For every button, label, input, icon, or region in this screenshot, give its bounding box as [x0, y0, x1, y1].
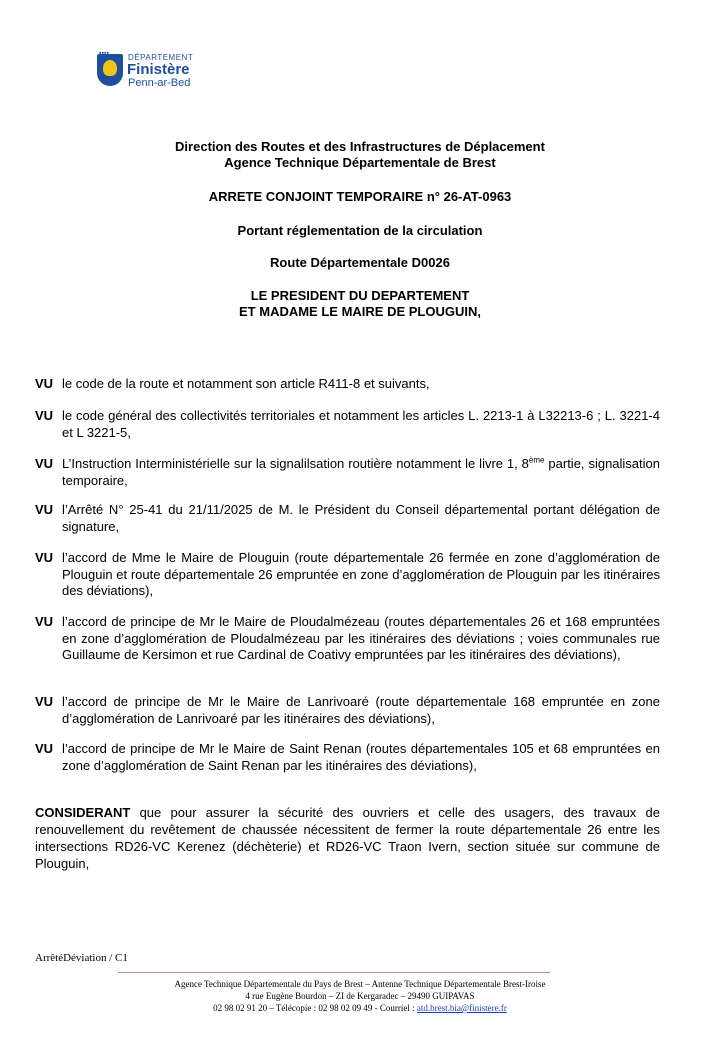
vu-text: l’Arrêté N° 25-41 du 21/11/2025 de M. le Président du Conseil départemental portant délégation de signature,	[62, 502, 660, 534]
vu-label: VU	[35, 376, 54, 391]
vu-label: VU	[35, 694, 54, 709]
considerant-label: CONSIDERANT	[35, 805, 131, 820]
header-maire: ET MADAME LE MAIRE DE PLOUGUIN,	[239, 304, 481, 319]
vu-item	[35, 550, 660, 600]
footer-email-link[interactable]: atd.brest.bia@finistere.fr	[416, 1003, 507, 1013]
vu-text: le code de la route et notamment son article R411-8 et suivants,	[62, 376, 430, 391]
vu-text-rest: partie, signalisation temporaire,	[62, 456, 660, 488]
footer-phone-text: 02 98 02 91 20 – Télécopie : 02 98 02 09 49 - Courriel :	[213, 1003, 417, 1013]
header-president: LE PRESIDENT DU DEPARTEMENT	[250, 288, 470, 303]
vu-label: VU	[35, 741, 54, 756]
considerant-paragraph	[35, 804, 660, 872]
header-agence: Agence Technique Départementale de Brest	[224, 155, 496, 170]
footer-line-2: 4 rue Eugène Bourdon – ZI de Kergaradec – 29490 GUIPAVAS	[245, 991, 475, 1001]
finistere-shield-icon	[97, 54, 123, 86]
arrete-title: ARRETE CONJOINT TEMPORAIRE n° 26-AT-0963	[208, 189, 512, 204]
vu-item	[35, 376, 660, 393]
vu-label: VU	[35, 502, 54, 517]
vu-label: VU	[35, 614, 54, 629]
footer-line-3	[0, 1003, 720, 1015]
footer-reference: ArrêtéDéviation / C1	[35, 952, 128, 964]
vu-item	[35, 456, 660, 489]
vu-label: VU	[35, 550, 54, 565]
vu-text-group	[62, 456, 660, 489]
vu-text: l’accord de principe de Mr le Maire de Ploudalmézeau (routes départementales 26 et 168 empruntées en zone d’agglomération de Ploudalmézeau par les itinéraires des déviations ; voies communales rue Guillaume de Kersimon et rue Cardinal de Coativy empruntées par les itinéraires des déviations),	[62, 614, 660, 662]
header-direction: Direction des Routes et des Infrastructures de Déplacement	[175, 139, 545, 154]
logo-departement: DÉPARTEMENT	[128, 53, 194, 62]
vu-text-sup: ème	[528, 455, 545, 465]
considerant-text: que pour assurer la sécurité des ouvriers et celle des usagers, des travaux de renouvellement du revêtement de chaussée nécessitent de fermer la route départementale 26 entre les intersections RD26-VC Kerenez (déchèterie) et RD26-VC Traon Ivern, section située sur commune de Plouguin,	[35, 805, 660, 871]
vu-item	[35, 614, 660, 664]
vu-label: VU	[35, 456, 54, 471]
vu-text: l’accord de principe de Mr le Maire de Saint Renan (routes départementales 105 et 68 empruntées en zone d’agglomération de Saint Renan par les itinéraires des déviations),	[62, 741, 660, 773]
vu-item	[35, 408, 660, 441]
arrete-route: Route Départementale D0026	[270, 255, 450, 270]
logo-name: Finistère	[127, 61, 190, 78]
vu-text: l’accord de principe de Mr le Maire de Lanrivoaré (route départementale 168 empruntée en zone d’agglomération de Lanrivoaré par les itinéraires des déviations),	[62, 694, 660, 726]
vu-text: le code général des collectivités territoriales et notamment les articles L. 2213-1 à L32213-6 ; L. 3221-4 et L 3221-5,	[62, 408, 660, 440]
vu-item	[35, 741, 660, 774]
logo-sub: Penn-ar-Bed	[128, 77, 191, 89]
vu-text: l’accord de Mme le Maire de Plouguin (route départementale 26 fermée en zone d’agglomération de Plouguin et route départementale 26 empruntée en zone d’agglomération de Plouguin par les itinéraires des déviations),	[62, 550, 660, 598]
vu-item	[35, 694, 660, 727]
vu-label: VU	[35, 408, 54, 423]
footer-line-1: Agence Technique Départementale du Pays de Brest – Antenne Technique Départementale Brest-Iroise	[174, 979, 546, 989]
arrete-portant: Portant réglementation de la circulation	[237, 223, 483, 238]
vu-text: L’Instruction Interministérielle sur la signalilsation routière notamment le livre 1, 8	[62, 456, 529, 471]
finistere-logo	[97, 52, 207, 88]
footer-divider	[118, 972, 550, 973]
vu-item	[35, 502, 660, 535]
